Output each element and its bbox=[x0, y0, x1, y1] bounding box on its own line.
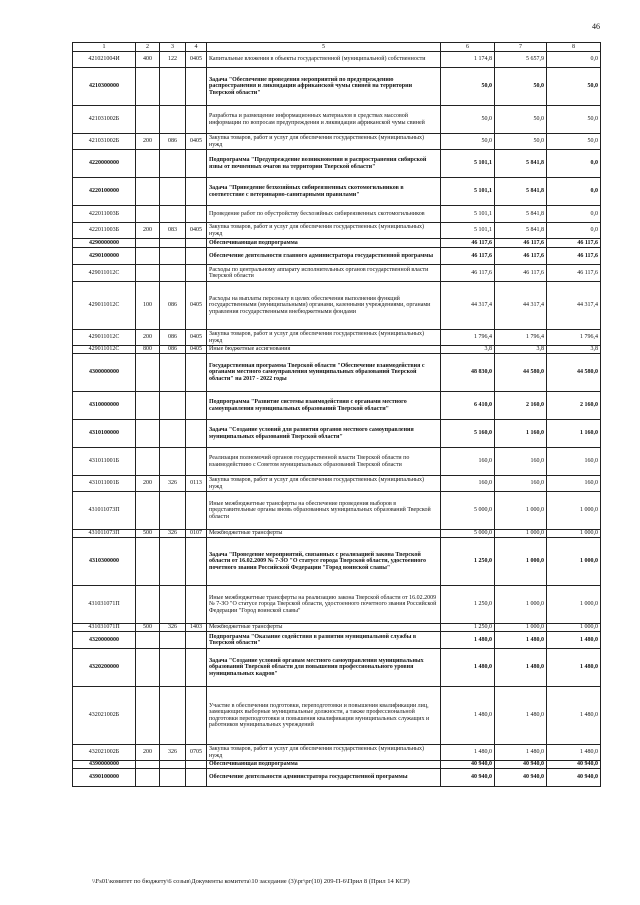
amount-year3-cell: 1 480,0 bbox=[547, 632, 601, 649]
admin-cell: 122 bbox=[160, 52, 186, 68]
section-cell bbox=[186, 248, 207, 265]
amount-year1-cell: 50,0 bbox=[441, 68, 495, 106]
amount-year2-cell: 1 796,4 bbox=[495, 330, 547, 346]
code-cell: 4320200000 bbox=[73, 649, 136, 687]
amount-year2-cell: 3,8 bbox=[495, 346, 547, 354]
amount-year2-cell: 1 480,0 bbox=[495, 649, 547, 687]
amount-year1-cell: 40 940,0 bbox=[441, 761, 495, 769]
kvr-cell: 800 bbox=[136, 346, 160, 354]
description-cell: Государственная программа Тверской области "Обеспечение взаимодействия с органами местного самоуправления муниципальных образований Тверской области" на 2017 - 2022 годы bbox=[207, 354, 441, 392]
description-cell: Межбюджетные трансферты bbox=[207, 624, 441, 632]
code-cell: 431011073П bbox=[73, 530, 136, 538]
code-cell: 4210300000 bbox=[73, 68, 136, 106]
column-number: 6 bbox=[441, 43, 495, 52]
section-cell: 0405 bbox=[186, 330, 207, 346]
table-row bbox=[73, 265, 601, 282]
code-cell: 429011012С bbox=[73, 346, 136, 354]
amount-year2-cell: 1 480,0 bbox=[495, 745, 547, 761]
admin-cell bbox=[160, 150, 186, 178]
kvr-cell bbox=[136, 761, 160, 769]
kvr-cell bbox=[136, 392, 160, 420]
amount-year3-cell: 1 796,4 bbox=[547, 330, 601, 346]
amount-year3-cell: 46 117,6 bbox=[547, 239, 601, 248]
description-cell: Обеспечивающая подпрограмма bbox=[207, 761, 441, 769]
kvr-cell bbox=[136, 248, 160, 265]
admin-cell: 326 bbox=[160, 530, 186, 538]
amount-year1-cell: 5 000,0 bbox=[441, 492, 495, 530]
amount-year2-cell: 50,0 bbox=[495, 106, 547, 134]
amount-year3-cell: 40 940,0 bbox=[547, 761, 601, 769]
amount-year3-cell: 160,0 bbox=[547, 448, 601, 476]
section-cell bbox=[186, 687, 207, 745]
amount-year3-cell: 1 000,0 bbox=[547, 624, 601, 632]
amount-year1-cell: 1 174,8 bbox=[441, 52, 495, 68]
kvr-cell bbox=[136, 769, 160, 787]
amount-year2-cell: 1 000,0 bbox=[495, 624, 547, 632]
table-row bbox=[73, 282, 601, 330]
table-row bbox=[73, 248, 601, 265]
admin-cell bbox=[160, 538, 186, 586]
admin-cell: 083 bbox=[160, 223, 186, 239]
amount-year3-cell: 1 480,0 bbox=[547, 745, 601, 761]
amount-year3-cell: 1 480,0 bbox=[547, 649, 601, 687]
admin-cell bbox=[160, 248, 186, 265]
description-cell: Иные межбюджетные трансферты на реализацию закона Тверской области от 16.02.2009 № 7-ЗО "О статусе города Тверской области, удостоенного почетного звания Российской Федерации "Город воинской славы" bbox=[207, 586, 441, 624]
amount-year3-cell: 160,0 bbox=[547, 476, 601, 492]
amount-year2-cell: 1 480,0 bbox=[495, 687, 547, 745]
admin-cell bbox=[160, 420, 186, 448]
kvr-cell: 200 bbox=[136, 134, 160, 150]
admin-cell: 326 bbox=[160, 745, 186, 761]
amount-year3-cell: 0,0 bbox=[547, 178, 601, 206]
table-row bbox=[73, 687, 601, 745]
amount-year3-cell: 1 160,0 bbox=[547, 420, 601, 448]
column-number: 2 bbox=[136, 43, 160, 52]
code-cell: 432021002Б bbox=[73, 745, 136, 761]
kvr-cell bbox=[136, 68, 160, 106]
table-row bbox=[73, 223, 601, 239]
amount-year2-cell: 1 000,0 bbox=[495, 530, 547, 538]
amount-year3-cell: 44 580,0 bbox=[547, 354, 601, 392]
code-cell: 422011003Б bbox=[73, 223, 136, 239]
amount-year1-cell: 160,0 bbox=[441, 476, 495, 492]
table-row bbox=[73, 769, 601, 787]
kvr-cell bbox=[136, 354, 160, 392]
table-row bbox=[73, 106, 601, 134]
amount-year1-cell: 1 250,0 bbox=[441, 538, 495, 586]
admin-cell: 326 bbox=[160, 624, 186, 632]
kvr-cell: 400 bbox=[136, 52, 160, 68]
kvr-cell bbox=[136, 632, 160, 649]
amount-year1-cell: 160,0 bbox=[441, 448, 495, 476]
description-cell: Капитальные вложения в объекты государственной (муниципальной) собственности bbox=[207, 52, 441, 68]
code-cell: 4300000000 bbox=[73, 354, 136, 392]
section-cell bbox=[186, 769, 207, 787]
description-cell: Закупка товаров, работ и услуг для обеспечения государственных (муниципальных) нужд bbox=[207, 223, 441, 239]
column-number: 5 bbox=[207, 43, 441, 52]
code-cell: 421031002Б bbox=[73, 134, 136, 150]
kvr-cell: 200 bbox=[136, 745, 160, 761]
amount-year2-cell: 1 160,0 bbox=[495, 420, 547, 448]
admin-cell bbox=[160, 106, 186, 134]
amount-year3-cell: 1 480,0 bbox=[547, 687, 601, 745]
section-cell bbox=[186, 538, 207, 586]
description-cell: Задача "Приведение безхозяйных сибиреязвенных скотомогильников в соответствие с ветеринарно-санитарными правилами" bbox=[207, 178, 441, 206]
amount-year2-cell: 44 317,4 bbox=[495, 282, 547, 330]
table-row bbox=[73, 476, 601, 492]
code-cell: 4390100000 bbox=[73, 769, 136, 787]
amount-year1-cell: 1 480,0 bbox=[441, 632, 495, 649]
table-row bbox=[73, 632, 601, 649]
kvr-cell bbox=[136, 649, 160, 687]
description-cell: Закупка товаров, работ и услуг для обеспечения государственных (муниципальных) нужд bbox=[207, 330, 441, 346]
amount-year2-cell: 5 841,8 bbox=[495, 150, 547, 178]
admin-cell bbox=[160, 448, 186, 476]
table-row bbox=[73, 538, 601, 586]
code-cell: 421031002Б bbox=[73, 106, 136, 134]
amount-year1-cell: 1 480,0 bbox=[441, 649, 495, 687]
amount-year3-cell: 1 000,0 bbox=[547, 530, 601, 538]
code-cell: 422011003Б bbox=[73, 206, 136, 223]
description-cell: Задача "Создание условий органам местного самоуправления муниципальных образований Тверской области для повышения профессионального уровня муниципальных кадров" bbox=[207, 649, 441, 687]
amount-year3-cell: 44 317,4 bbox=[547, 282, 601, 330]
description-cell: Проведение работ по обустройству бесхозяйных сибиреязвенных скотомогильников bbox=[207, 206, 441, 223]
column-number: 4 bbox=[186, 43, 207, 52]
budget-table bbox=[72, 42, 601, 787]
code-cell: 431031071П bbox=[73, 586, 136, 624]
amount-year2-cell: 44 580,0 bbox=[495, 354, 547, 392]
section-cell bbox=[186, 632, 207, 649]
section-cell bbox=[186, 178, 207, 206]
amount-year2-cell: 160,0 bbox=[495, 476, 547, 492]
admin-cell bbox=[160, 761, 186, 769]
admin-cell bbox=[160, 687, 186, 745]
section-cell bbox=[186, 420, 207, 448]
amount-year2-cell: 5 841,8 bbox=[495, 223, 547, 239]
description-cell: Задача "Обеспечение проведения мероприятий по предупреждению распространения и ликвидации африканской чумы свиней на территории Тверской области" bbox=[207, 68, 441, 106]
description-cell: Задача "Создание условий для развития органов местного самоуправления муниципальных образований Тверской области" bbox=[207, 420, 441, 448]
amount-year3-cell: 40 940,0 bbox=[547, 769, 601, 787]
kvr-cell: 500 bbox=[136, 624, 160, 632]
admin-cell bbox=[160, 632, 186, 649]
code-cell: 4390000000 bbox=[73, 761, 136, 769]
code-cell: 432021002Б bbox=[73, 687, 136, 745]
code-cell: 4310100000 bbox=[73, 420, 136, 448]
amount-year1-cell: 46 117,6 bbox=[441, 239, 495, 248]
description-cell: Закупка товаров, работ и услуг для обеспечения государственных (муниципальных) нужд bbox=[207, 134, 441, 150]
table-row bbox=[73, 239, 601, 248]
amount-year3-cell: 0,0 bbox=[547, 52, 601, 68]
kvr-cell: 200 bbox=[136, 476, 160, 492]
code-cell: 429011012С bbox=[73, 265, 136, 282]
amount-year3-cell: 2 160,0 bbox=[547, 392, 601, 420]
section-cell: 0107 bbox=[186, 530, 207, 538]
section-cell bbox=[186, 206, 207, 223]
amount-year1-cell: 5 101,1 bbox=[441, 223, 495, 239]
description-cell: Обеспечивающая подпрограмма bbox=[207, 239, 441, 248]
section-cell bbox=[186, 448, 207, 476]
code-cell: 4290000000 bbox=[73, 239, 136, 248]
description-cell: Подпрограмма "Предупреждение возникновения и распространения сибирской язвы от почвенных очагов на территории Тверской области" bbox=[207, 150, 441, 178]
kvr-cell bbox=[136, 687, 160, 745]
kvr-cell bbox=[136, 178, 160, 206]
admin-cell: 086 bbox=[160, 330, 186, 346]
amount-year1-cell: 40 940,0 bbox=[441, 769, 495, 787]
admin-cell bbox=[160, 649, 186, 687]
section-cell bbox=[186, 106, 207, 134]
section-cell bbox=[186, 150, 207, 178]
amount-year1-cell: 6 410,0 bbox=[441, 392, 495, 420]
table-row bbox=[73, 448, 601, 476]
code-cell: 4290100000 bbox=[73, 248, 136, 265]
section-cell: 0405 bbox=[186, 223, 207, 239]
column-number: 8 bbox=[547, 43, 601, 52]
kvr-cell: 200 bbox=[136, 223, 160, 239]
amount-year1-cell: 1 480,0 bbox=[441, 745, 495, 761]
table-row bbox=[73, 346, 601, 354]
table-row bbox=[73, 134, 601, 150]
table-row bbox=[73, 330, 601, 346]
amount-year2-cell: 46 117,6 bbox=[495, 248, 547, 265]
amount-year3-cell: 0,0 bbox=[547, 223, 601, 239]
amount-year3-cell: 1 000,0 bbox=[547, 586, 601, 624]
section-cell bbox=[186, 392, 207, 420]
amount-year2-cell: 2 160,0 bbox=[495, 392, 547, 420]
kvr-cell bbox=[136, 206, 160, 223]
admin-cell bbox=[160, 206, 186, 223]
amount-year2-cell: 46 117,6 bbox=[495, 239, 547, 248]
amount-year2-cell: 1 000,0 bbox=[495, 586, 547, 624]
table-row bbox=[73, 392, 601, 420]
amount-year2-cell: 1 000,0 bbox=[495, 538, 547, 586]
amount-year1-cell: 50,0 bbox=[441, 106, 495, 134]
code-cell: 4310300000 bbox=[73, 538, 136, 586]
description-cell: Подпрограмма "Развитие системы взаимодействия с органами местного самоуправления муниципальных образований Тверской области" bbox=[207, 392, 441, 420]
section-cell bbox=[186, 68, 207, 106]
description-cell: Разработка и размещение информационных материалов в средствах массовой информации по вопросам предупреждения и ликвидации африканской чумы свиней bbox=[207, 106, 441, 134]
amount-year2-cell: 46 117,6 bbox=[495, 265, 547, 282]
admin-cell bbox=[160, 178, 186, 206]
column-number-row bbox=[73, 43, 601, 52]
table-row bbox=[73, 354, 601, 392]
page-number: 46 bbox=[592, 22, 600, 31]
description-cell: Закупка товаров, работ и услуг для обеспечения государственных (муниципальных) нужд bbox=[207, 476, 441, 492]
table-row bbox=[73, 420, 601, 448]
table-row bbox=[73, 761, 601, 769]
section-cell bbox=[186, 586, 207, 624]
description-cell: Иные бюджетные ассигнования bbox=[207, 346, 441, 354]
kvr-cell bbox=[136, 265, 160, 282]
section-cell: 0705 bbox=[186, 745, 207, 761]
amount-year2-cell: 1 000,0 bbox=[495, 492, 547, 530]
amount-year2-cell: 5 841,8 bbox=[495, 206, 547, 223]
code-cell: 431011073П bbox=[73, 492, 136, 530]
code-cell: 431031071П bbox=[73, 624, 136, 632]
section-cell bbox=[186, 239, 207, 248]
table-row bbox=[73, 586, 601, 624]
code-cell: 4220100000 bbox=[73, 178, 136, 206]
table-row bbox=[73, 178, 601, 206]
amount-year2-cell: 50,0 bbox=[495, 68, 547, 106]
admin-cell: 326 bbox=[160, 476, 186, 492]
section-cell: 0113 bbox=[186, 476, 207, 492]
amount-year1-cell: 1 796,4 bbox=[441, 330, 495, 346]
section-cell bbox=[186, 761, 207, 769]
amount-year1-cell: 48 830,0 bbox=[441, 354, 495, 392]
section-cell bbox=[186, 492, 207, 530]
amount-year1-cell: 3,8 bbox=[441, 346, 495, 354]
amount-year3-cell: 1 000,0 bbox=[547, 492, 601, 530]
description-cell: Расходы на выплаты персоналу в целях обеспечения выполнения функций государственными (муниципальными) органами, казенными учреждениями, органами управления государственными внебюджетными фондами bbox=[207, 282, 441, 330]
section-cell: 0405 bbox=[186, 134, 207, 150]
admin-cell bbox=[160, 586, 186, 624]
amount-year1-cell: 1 480,0 bbox=[441, 687, 495, 745]
column-number: 3 bbox=[160, 43, 186, 52]
amount-year2-cell: 1 480,0 bbox=[495, 632, 547, 649]
amount-year3-cell: 50,0 bbox=[547, 106, 601, 134]
admin-cell bbox=[160, 769, 186, 787]
section-cell: 0405 bbox=[186, 282, 207, 330]
amount-year1-cell: 5 101,1 bbox=[441, 178, 495, 206]
table-row bbox=[73, 68, 601, 106]
description-cell: Обеспечение деятельности администратора государственной программы bbox=[207, 769, 441, 787]
code-cell: 431011001Б bbox=[73, 448, 136, 476]
admin-cell bbox=[160, 492, 186, 530]
kvr-cell bbox=[136, 239, 160, 248]
amount-year1-cell: 1 250,0 bbox=[441, 624, 495, 632]
admin-cell: 086 bbox=[160, 282, 186, 330]
amount-year1-cell: 50,0 bbox=[441, 134, 495, 150]
description-cell: Расходы по центральному аппарату исполнительных органов государственной власти Тверской области bbox=[207, 265, 441, 282]
admin-cell bbox=[160, 265, 186, 282]
amount-year3-cell: 50,0 bbox=[547, 134, 601, 150]
code-cell: 421021004И bbox=[73, 52, 136, 68]
amount-year1-cell: 5 160,0 bbox=[441, 420, 495, 448]
admin-cell: 086 bbox=[160, 134, 186, 150]
amount-year3-cell: 0,0 bbox=[547, 206, 601, 223]
description-cell: Обеспечение деятельности главного администратора государственной программы bbox=[207, 248, 441, 265]
amount-year3-cell: 1 000,0 bbox=[547, 538, 601, 586]
kvr-cell bbox=[136, 492, 160, 530]
amount-year2-cell: 50,0 bbox=[495, 134, 547, 150]
kvr-cell bbox=[136, 106, 160, 134]
table-row bbox=[73, 150, 601, 178]
amount-year1-cell: 46 117,6 bbox=[441, 248, 495, 265]
section-cell bbox=[186, 354, 207, 392]
table-row bbox=[73, 52, 601, 68]
description-cell: Участие в обеспечении подготовки, переподготовки и повышения квалификации лиц, замещающих выборные муниципальные должности, а также профессиональной подготовки переподготовки и повышения квалификации муниципальных служащих и работников муниципальных учреждений bbox=[207, 687, 441, 745]
kvr-cell bbox=[136, 448, 160, 476]
section-cell: 1403 bbox=[186, 624, 207, 632]
amount-year3-cell: 46 117,6 bbox=[547, 265, 601, 282]
section-cell bbox=[186, 265, 207, 282]
amount-year2-cell: 40 940,0 bbox=[495, 769, 547, 787]
description-cell: Подпрограмма "Оказание содействия в развитии муниципальной службы в Тверской области" bbox=[207, 632, 441, 649]
description-cell: Реализация полномочий органов государственной власти Тверской области по взаимодействию с Советом муниципальных образований Тверской области bbox=[207, 448, 441, 476]
table-row bbox=[73, 206, 601, 223]
description-cell: Межбюджетные трансферты bbox=[207, 530, 441, 538]
admin-cell bbox=[160, 68, 186, 106]
amount-year2-cell: 40 940,0 bbox=[495, 761, 547, 769]
table-row bbox=[73, 530, 601, 538]
amount-year1-cell: 44 317,4 bbox=[441, 282, 495, 330]
code-cell: 429011012С bbox=[73, 330, 136, 346]
description-cell: Задача "Проведение мероприятий, связанных с реализацией закона Тверской области от 16.02.2009 № 7-ЗО "О статусе города Тверской области, удостоенного почетного звания Российской Федерации "Город воинской славы" bbox=[207, 538, 441, 586]
section-cell bbox=[186, 649, 207, 687]
file-path-footer: \\Fs01\комитет по бюджету\6 созыв\Документы комитета\10 заседание (3)\рг\рг(10) 209-П-6\Прил 8 (Прил 14 КСР) bbox=[92, 878, 410, 885]
table-row bbox=[73, 624, 601, 632]
table-body bbox=[73, 52, 601, 787]
column-number: 1 bbox=[73, 43, 136, 52]
kvr-cell: 500 bbox=[136, 530, 160, 538]
admin-cell: 086 bbox=[160, 346, 186, 354]
amount-year3-cell: 0,0 bbox=[547, 150, 601, 178]
amount-year3-cell: 46 117,6 bbox=[547, 248, 601, 265]
code-cell: 4310000000 bbox=[73, 392, 136, 420]
kvr-cell bbox=[136, 538, 160, 586]
admin-cell bbox=[160, 392, 186, 420]
amount-year2-cell: 160,0 bbox=[495, 448, 547, 476]
amount-year2-cell: 5 841,8 bbox=[495, 178, 547, 206]
section-cell: 0405 bbox=[186, 52, 207, 68]
table-row bbox=[73, 649, 601, 687]
kvr-cell bbox=[136, 586, 160, 624]
section-cell: 0405 bbox=[186, 346, 207, 354]
admin-cell bbox=[160, 354, 186, 392]
amount-year1-cell: 46 117,6 bbox=[441, 265, 495, 282]
description-cell: Иные межбюджетные трансферты на обеспечение проведения выборов в представительные органы вновь образованных муниципальных образований Тверской области bbox=[207, 492, 441, 530]
amount-year1-cell: 5 000,0 bbox=[441, 530, 495, 538]
kvr-cell bbox=[136, 150, 160, 178]
kvr-cell: 200 bbox=[136, 330, 160, 346]
amount-year1-cell: 1 250,0 bbox=[441, 586, 495, 624]
description-cell: Закупка товаров, работ и услуг для обеспечения государственных (муниципальных) нужд bbox=[207, 745, 441, 761]
amount-year1-cell: 5 101,1 bbox=[441, 206, 495, 223]
amount-year1-cell: 5 101,1 bbox=[441, 150, 495, 178]
amount-year2-cell: 5 657,9 bbox=[495, 52, 547, 68]
code-cell: 429011012С bbox=[73, 282, 136, 330]
table-row bbox=[73, 745, 601, 761]
table-row bbox=[73, 492, 601, 530]
column-number: 7 bbox=[495, 43, 547, 52]
amount-year3-cell: 50,0 bbox=[547, 68, 601, 106]
amount-year3-cell: 3,8 bbox=[547, 346, 601, 354]
kvr-cell bbox=[136, 420, 160, 448]
code-cell: 431011001Б bbox=[73, 476, 136, 492]
admin-cell bbox=[160, 239, 186, 248]
kvr-cell: 100 bbox=[136, 282, 160, 330]
code-cell: 4320000000 bbox=[73, 632, 136, 649]
code-cell: 4220000000 bbox=[73, 150, 136, 178]
